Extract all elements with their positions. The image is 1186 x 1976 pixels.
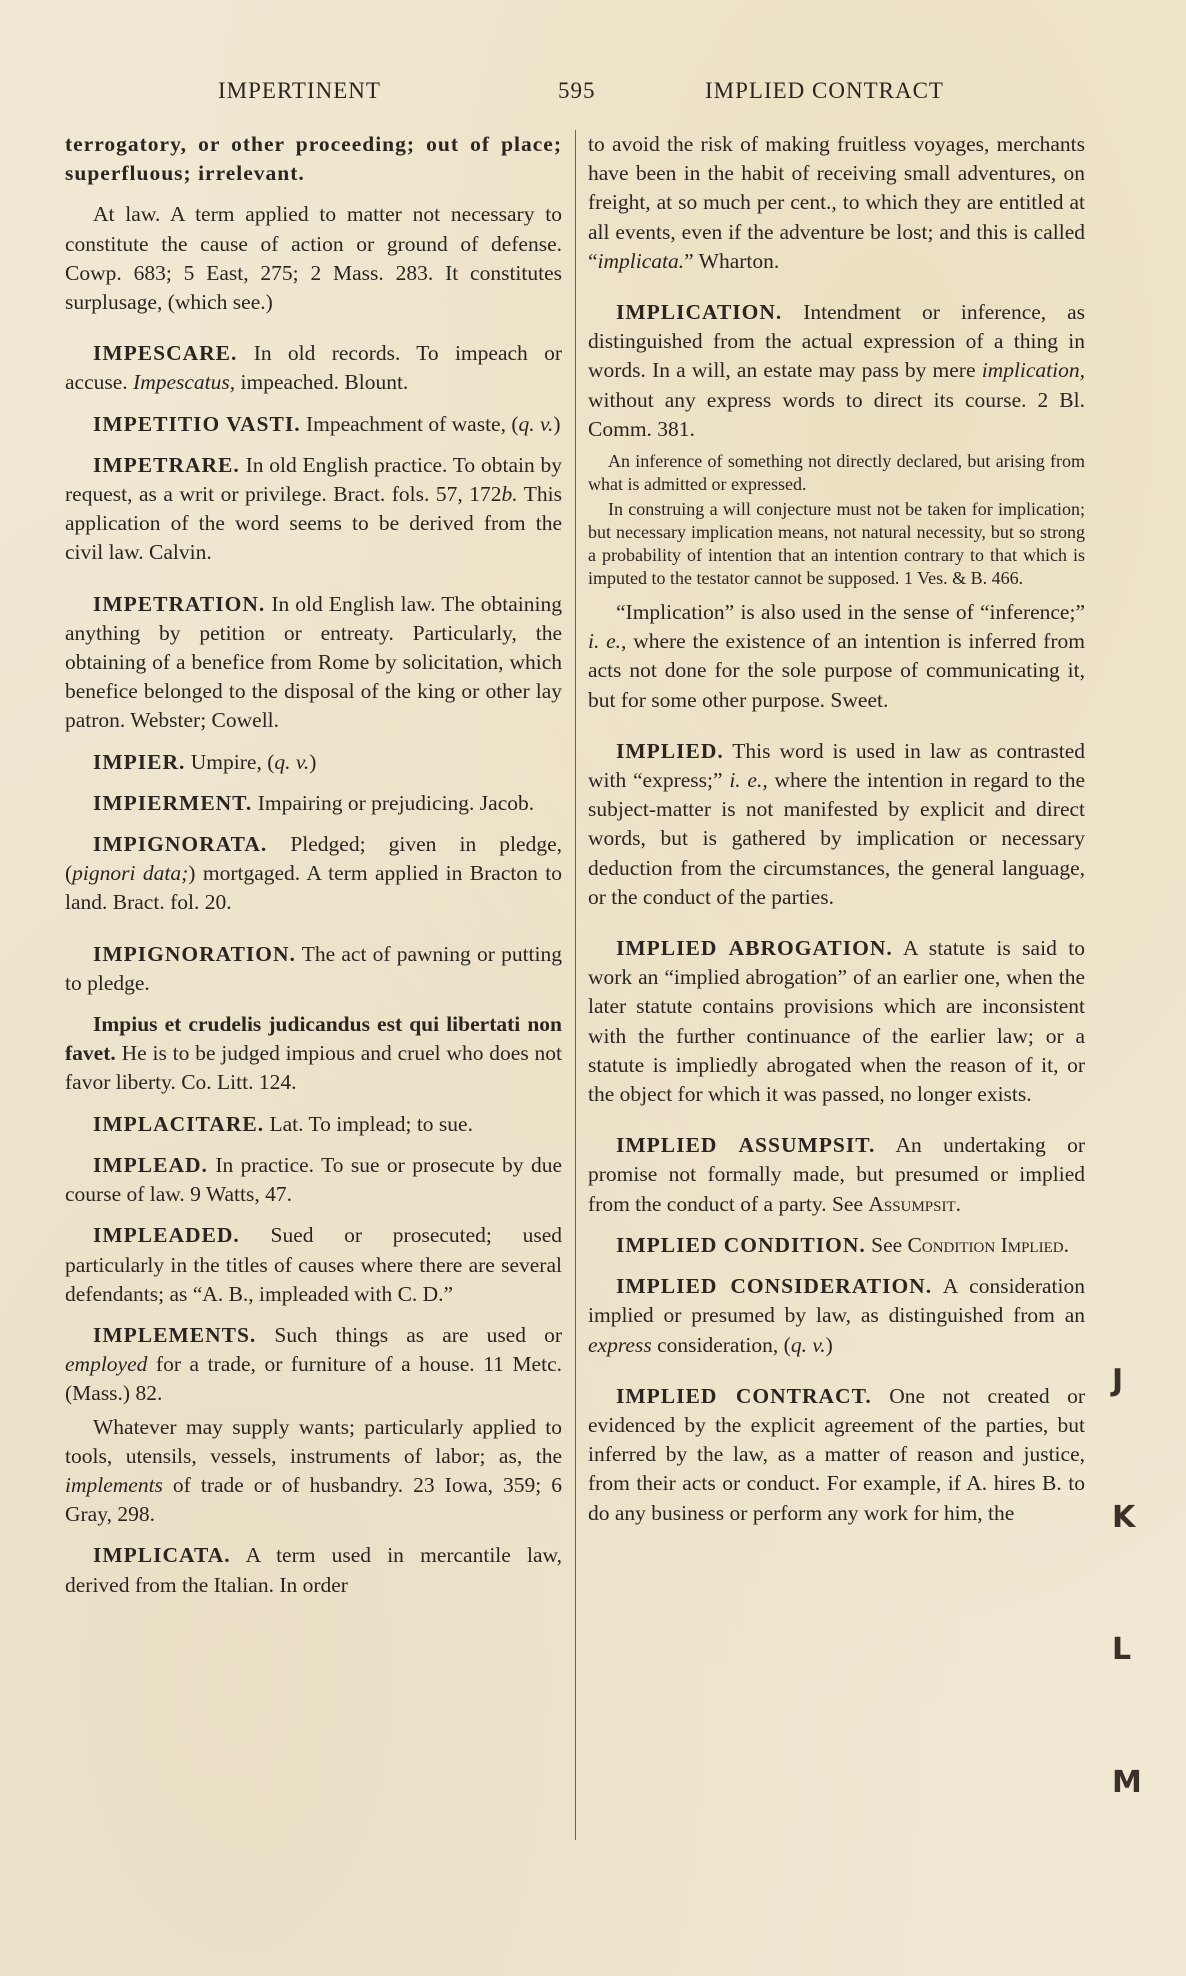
maxim: Impius et crudelis judicandus est qui libertati non favet.	[65, 1012, 562, 1066]
headword: IMPLEMENTS.	[93, 1322, 257, 1347]
entry-implied-contract: IMPLIED CONTRACT. One not created or evidenced by the explicit agreement of the parties, but inferred by the law, as a matter of reason and justice, from their acts or conduct. For example, if A. hires B. to do any business or perform any work for him, the	[588, 1383, 1085, 1525]
entry-implied: IMPLIED. This word is used in law as contrasted with “express;” i. e., where the intention in regard to the subject-matter is not manifested by explicit and direct words, but is gathered by implication or necessary deduction from the circumstances, the general language, or the conduct of the parties.	[588, 738, 1085, 909]
column-divider	[575, 130, 576, 1840]
left-column	[65, 130, 562, 1612]
entry-implicata: IMPLICATA. A term used in mercantile law, derived from the Italian. In order	[65, 1543, 562, 1597]
entry-implied-assumpsit: IMPLIED ASSUMPSIT. An undertaking or promise not formally made, but presumed or implied from the conduct of a party. See Assumpsit.	[588, 1133, 1085, 1216]
headword: IMPLICATION.	[616, 300, 783, 325]
headword: IMPLIED CONDITION.	[616, 1232, 866, 1257]
headword: IMPLIED.	[616, 738, 724, 763]
entry-implicata-cont: to avoid the risk of making fruitless voyages, merchants have been in the habit of receiving small adventures, on freight, at so much per cent., to which they are entitled at all events, even if the adventure be lost; and this is called “implicata.” Wharton.	[588, 132, 1085, 273]
thumb-index-m: M	[1112, 1765, 1142, 1800]
headword: IMPIGNORATION.	[93, 941, 296, 966]
headword: IMPLEAD.	[93, 1152, 208, 1177]
entry-impetrare: IMPETRARE. In old English practice. To obtain by request, as a writ or privilege. Bract. fols. 57, 172b. This application of the word seems to be derived from the civil law. Calvin.	[65, 452, 562, 565]
entry-implied-consideration: IMPLIED CONSIDERATION. A consideration implied or presumed by law, as distinguished from an express consideration, (q. v.)	[588, 1274, 1085, 1357]
entry-impignoration: IMPIGNORATION. The act of pawning or putting to pledge.	[65, 941, 562, 995]
headword: IMPLICATA.	[93, 1543, 231, 1568]
entry-impierment: IMPIERMENT. Impairing or prejudicing. Jacob.	[93, 790, 535, 815]
header-left-guideword: IMPERTINENT	[218, 78, 381, 103]
entry-impescare: IMPESCARE. In old records. To impeach or accuse. Impescatus, impeached. Blount.	[65, 341, 562, 395]
running-header	[0, 78, 1186, 112]
entry-continuation: terrogatory, or other proceeding; out of place; superfluous; irrelevant.	[65, 132, 562, 186]
headword: IMPETITIO VASTI.	[93, 411, 301, 436]
entry-implements: IMPLEMENTS. Such things as are used or employed for a trade, or furniture of a house. 11 Metc. (Mass.) 82.	[65, 1322, 562, 1406]
entry-impetitio-vasti: IMPETITIO VASTI. Impeachment of waste, (q. v.)	[93, 411, 561, 436]
headword: IMPETRARE.	[93, 452, 240, 477]
entry-impleaded: IMPLEADED. Sued or prosecuted; used particularly in the titles of causes where there are several defendants; as “A. B., impleaded with C. D.”	[65, 1223, 562, 1306]
headword: IMPLIED CONTRACT.	[616, 1383, 872, 1408]
entry-implication: IMPLICATION. Intendment or inference, as distinguished from the actual expression of a thing in words. In a will, an estate may pass by mere implication, without any express words to direct its course. 2 Bl. Comm. 381.	[588, 300, 1085, 441]
implication-note-1: An inference of something not directly declared, but arising from what is admitted or expressed.	[588, 451, 1085, 495]
headword: IMPLIED CONSIDERATION.	[616, 1274, 933, 1299]
headword: IMPESCARE.	[93, 341, 238, 366]
header-right-guideword: IMPLIED CONTRACT	[705, 78, 944, 103]
entry-maxim-impius: Impius et crudelis judicandus est qui libertati non favet. He is to be judged impious and cruel who does not favor liberty. Co. Litt. 124.	[65, 1012, 562, 1095]
implication-note-2: In construing a will conjecture must not be taken for implication; but necessary implication means, not natural necessity, but so strong a probability of intention that an intention contrary to that which is imputed to the testator cannot be supposed. 1 Ves. & B. 466.	[588, 499, 1085, 589]
thumb-index-k: K	[1112, 1500, 1136, 1535]
headword: IMPIER.	[93, 749, 186, 774]
entry-impetration: IMPETRATION. In old English law. The obtaining anything by petition or entreaty. Particularly, the obtaining of a benefice from Rome by solicitation, which benefice belonged to the disposal of the king or other lay patron. Webster; Cowell.	[65, 591, 562, 733]
headword: IMPLIED ABROGATION.	[616, 936, 893, 961]
entry-impier: IMPIER. Umpire, (q. v.)	[93, 749, 317, 774]
entry-implead: IMPLEAD. In practice. To sue or prosecute by due course of law. 9 Watts, 47.	[65, 1152, 562, 1207]
entry-paragraph: At law. A term applied to matter not necessary to constitute the cause of action or ground of defense. Cowp. 683; 5 East, 275; 2 Mass. 283. It constitutes surplusage, (which see.)	[65, 202, 562, 315]
right-column	[588, 130, 1085, 1540]
thumb-index-j: J	[1112, 1363, 1124, 1398]
headword: IMPETRATION.	[93, 591, 266, 616]
entry-implied-abrogation: IMPLIED ABROGATION. A statute is said to work an “implied abrogation” of an earlier one, when the later statute contains provisions which are inconsistent with the further continuance of the earlier law; or a statute is impliedly abrogated when the reason of it, or the object for which it was passed, no longer exists.	[588, 936, 1085, 1107]
entry-implacitare: IMPLACITARE. Lat. To implead; to sue.	[93, 1111, 473, 1136]
headword: IMPLEADED.	[93, 1223, 240, 1248]
entry-implements-cont: Whatever may supply wants; particularly applied to tools, utensils, vessels, instruments of labor; as, the implements of trade or of husbandry. 23 Iowa, 359; 6 Gray, 298.	[65, 1414, 562, 1527]
entry-implication-sense: “Implication” is also used in the sense of “inference;” i. e., where the existence of an intention is inferred from acts not done for the sole purpose of communicating it, but for some other purpose. Sweet.	[588, 600, 1085, 712]
headword: IMPLACITARE.	[93, 1111, 265, 1136]
entry-impignorata: IMPIGNORATA. Pledged; given in pledge, (pignori data;) mortgaged. A term applied in Bracton to land. Bract. fol. 20.	[65, 832, 562, 915]
headword: IMPLIED ASSUMPSIT.	[616, 1133, 876, 1158]
thumb-index-l: L	[1112, 1632, 1132, 1667]
headword: IMPIERMENT.	[93, 790, 253, 815]
entry-implied-condition: IMPLIED CONDITION. See Condition Implied.	[616, 1232, 1069, 1257]
headword: IMPIGNORATA.	[93, 832, 268, 857]
page-number: 595	[558, 78, 596, 103]
